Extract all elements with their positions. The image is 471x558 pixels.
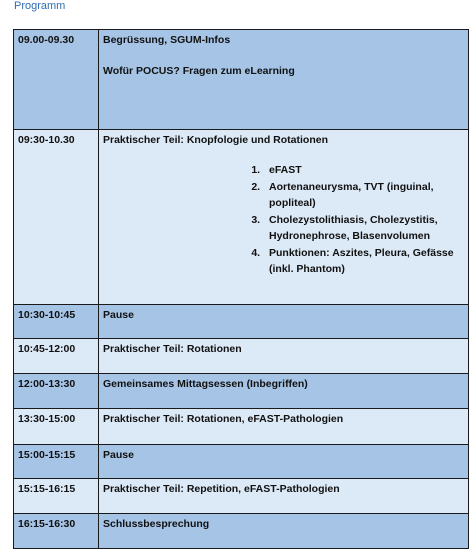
time-cell: 10:45-12:00: [14, 339, 99, 374]
time-cell: 15:00-15:15: [14, 445, 99, 479]
time-cell: 13:30-15:00: [14, 409, 99, 445]
topic-list-item: 1. eFAST: [263, 162, 463, 179]
schedule-row: [14, 305, 469, 339]
session-title: Gemeinsames Mittagsessen (Inbegriffen): [99, 374, 469, 409]
session-title: Pause: [99, 445, 469, 479]
time-cell: 12:00-13:30: [14, 374, 99, 409]
time-cell: 09.00-09.30: [14, 30, 99, 130]
schedule-row: [14, 30, 469, 130]
topic-list: [103, 162, 463, 278]
time-cell: 16:15-16:30: [14, 514, 99, 549]
schedule-row: [14, 374, 469, 409]
session-cell: [99, 30, 469, 130]
schedule-row: [14, 130, 469, 305]
topic-list-item: 3. Cholezystolithiasis, Cholezystitis, Hydronephrose, Blasenvolumen: [263, 212, 463, 245]
time-cell: 10:30-10:45: [14, 305, 99, 339]
schedule-row: [14, 409, 469, 445]
session-title: Begrüssung, SGUM-Infos: [103, 34, 231, 46]
session-subtitle: Wofür POCUS? Fragen zum eLearning: [103, 65, 295, 77]
schedule-row: [14, 479, 469, 514]
document-heading: Programm: [14, 0, 66, 12]
session-title: Praktischer Teil: Repetition, eFAST-Pathologien: [99, 479, 469, 514]
session-title: Praktischer Teil: Rotationen: [99, 339, 469, 374]
schedule-row: [14, 514, 469, 549]
schedule-table: [13, 29, 469, 549]
session-title: Schlussbesprechung: [99, 514, 469, 549]
session-cell: [99, 130, 469, 305]
topic-list-item: 2. Aortenaneurysma, TVT (inguinal, popliteal): [263, 179, 463, 212]
topic-list-item: 4. Punktionen: Aszites, Pleura, Gefässe (inkl. Phantom): [263, 245, 463, 278]
time-cell: 15:15-16:15: [14, 479, 99, 514]
session-title: Pause: [99, 305, 469, 339]
session-title: Praktischer Teil: Rotationen, eFAST-Pathologien: [99, 409, 469, 445]
session-title: Praktischer Teil: Knopfologie und Rotationen: [103, 134, 328, 146]
schedule-row: [14, 445, 469, 479]
time-cell: 09:30-10.30: [14, 130, 99, 305]
schedule-row: [14, 339, 469, 374]
